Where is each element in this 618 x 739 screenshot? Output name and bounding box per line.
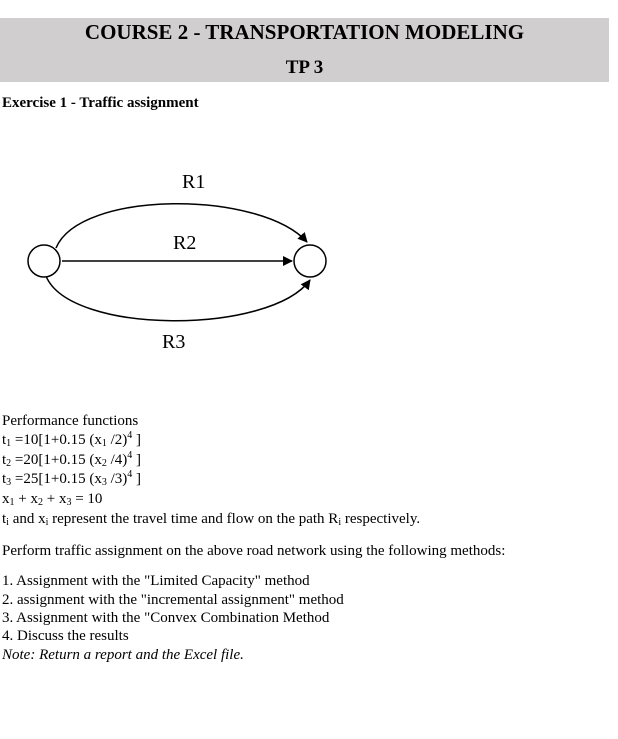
flow-constraint: $x_1 + x_2 + x_3 = 10$ <box>2 491 103 508</box>
network-diagram <box>0 160 360 360</box>
function-t1: $t_1 =10[1+0.15$ ($x_1$ /2)$^4$ ] <box>2 430 142 449</box>
destination-node <box>294 245 326 277</box>
task-item-2: 2. assignment with the "incremental assignment" method <box>2 592 344 608</box>
task-item-4: 4. Discuss the results <box>2 628 129 644</box>
task-item-1: 1. Assignment with the "Limited Capacity" method <box>2 573 310 589</box>
task-item-3: 3. Assignment with the "Convex Combination Method <box>2 610 330 626</box>
route-label-r1: R1 <box>182 171 206 193</box>
function-t2: $t_2 =20[1+0.15$ ($x_2$ /4)$^4$ ] <box>2 450 142 469</box>
document-header <box>0 18 609 82</box>
route-label-r2: R2 <box>173 232 197 254</box>
tp-title: TP 3 <box>285 57 324 78</box>
instruction-text: Perform traffic assignment on the above road network using the following methods: <box>2 543 506 559</box>
origin-node <box>28 245 60 277</box>
route-r3-arc <box>46 276 310 321</box>
route-label-r3: R3 <box>162 331 186 353</box>
exercise-title: Exercise 1 - Traffic assignment <box>2 95 199 111</box>
performance-heading: Performance functions <box>2 413 139 429</box>
note-text: Note: Return a report and the Excel file. <box>2 647 244 663</box>
function-t3: $t_3 =25[1+0.15$ ($x_3$ /3)$^4$ ] <box>2 469 142 488</box>
variable-definition: $t_i$ and $x_i$ represent the travel time and flow on the path $R_i$ respectively. <box>2 511 421 528</box>
course-title: COURSE 2 - TRANSPORTATION MODELING <box>84 20 525 44</box>
